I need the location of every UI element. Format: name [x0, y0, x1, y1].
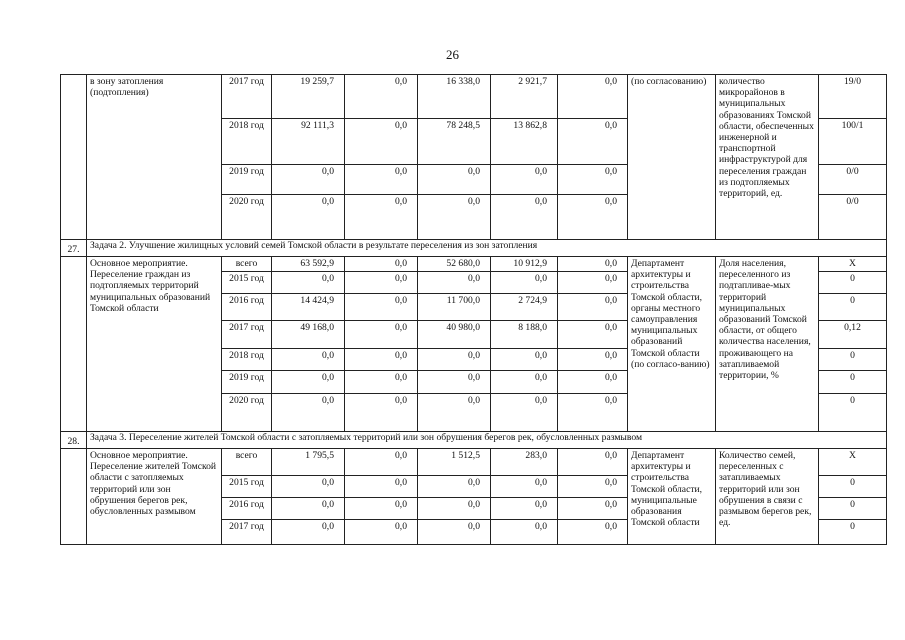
row-number: 27.	[61, 240, 87, 257]
value-regional-cell: 0,0	[418, 498, 491, 520]
row-number-cell	[61, 449, 87, 476]
year-cell: 2020 год	[222, 394, 272, 432]
row-number-cell	[61, 272, 87, 294]
executor-cell: (по согласованию)	[628, 75, 716, 240]
row-number-cell	[61, 394, 87, 432]
year-cell: 2018 год	[222, 349, 272, 371]
value-regional-cell: 40 980,0	[418, 321, 491, 349]
year-cell: 2018 год	[222, 119, 272, 165]
value-regional-cell: 52 680,0	[418, 257, 491, 272]
task-row	[61, 432, 887, 449]
value-other-cell: 0,0	[558, 449, 628, 476]
value-federal-cell: 0,0	[345, 195, 418, 240]
year-cell: 2015 год	[222, 476, 272, 498]
indicator-cell: Доля населения, переселенного из подтапливае-мых территорий муниципальных образований Томской области, от общего количества населения, проживающего на затапливаемой территории, %	[716, 257, 819, 432]
measure-name-cell: в зону затопления (подтопления)	[87, 75, 222, 240]
value-regional-cell: 0,0	[418, 394, 491, 432]
value-local-cell: 0,0	[491, 165, 558, 195]
indicator-value-cell: 100/1	[819, 119, 887, 165]
value-regional-cell: 78 248,5	[418, 119, 491, 165]
value-regional-cell: 16 338,0	[418, 75, 491, 119]
task-title: Задача 2. Улучшение жилищных условий семей Томской области в результате переселения из зон затопления	[87, 240, 887, 257]
indicator-value-cell: 0/0	[819, 195, 887, 240]
value-federal-cell: 0,0	[345, 257, 418, 272]
value-regional-cell: 0,0	[418, 371, 491, 394]
table-row	[61, 257, 887, 272]
indicator-cell: Количество семей, переселенных с затапливаемых территорий или зон обрушения в связи с размывом берегов рек, ед.	[716, 449, 819, 545]
value-local-cell: 0,0	[491, 498, 558, 520]
value-total-cell: 92 111,3	[272, 119, 345, 165]
value-federal-cell: 0,0	[345, 449, 418, 476]
indicator-value-cell: 0	[819, 349, 887, 371]
value-federal-cell: 0,0	[345, 321, 418, 349]
executor-cell: Департамент архитектуры и строительства Томской области, органы местного самоуправления муниципальных образований Томской области (по согласо-ванию)	[628, 257, 716, 432]
value-local-cell: 8 188,0	[491, 321, 558, 349]
indicator-cell: количество микрорайонов в муниципальных образованиях Томской области, обеспеченных инженерной и транспортной инфраструктурой для переселения граждан из подтопляемых территорий, ед.	[716, 75, 819, 240]
value-regional-cell: 0,0	[418, 195, 491, 240]
row-number-cell	[61, 321, 87, 349]
value-other-cell: 0,0	[558, 498, 628, 520]
indicator-value-cell: X	[819, 449, 887, 476]
value-total-cell: 0,0	[272, 520, 345, 545]
value-total-cell: 19 259,7	[272, 75, 345, 119]
value-local-cell: 0,0	[491, 195, 558, 240]
value-local-cell: 0,0	[491, 272, 558, 294]
row-number-cell	[61, 498, 87, 520]
indicator-value-cell: 0	[819, 371, 887, 394]
indicator-value-cell: 19/0	[819, 75, 887, 119]
indicator-value-cell: 0	[819, 498, 887, 520]
indicator-value-cell: 0,12	[819, 321, 887, 349]
row-number: 28.	[61, 432, 87, 449]
value-local-cell: 283,0	[491, 449, 558, 476]
value-total-cell: 0,0	[272, 498, 345, 520]
value-regional-cell: 1 512,5	[418, 449, 491, 476]
indicator-value-cell: 0	[819, 520, 887, 545]
year-cell: 2019 год	[222, 371, 272, 394]
value-federal-cell: 0,0	[345, 165, 418, 195]
value-other-cell: 0,0	[558, 371, 628, 394]
value-local-cell: 10 912,9	[491, 257, 558, 272]
value-other-cell: 0,0	[558, 349, 628, 371]
year-cell: 2016 год	[222, 294, 272, 321]
value-total-cell: 63 592,9	[272, 257, 345, 272]
year-cell: 2017 год	[222, 75, 272, 119]
year-cell: 2017 год	[222, 321, 272, 349]
indicator-value-cell: 0/0	[819, 165, 887, 195]
value-total-cell: 14 424,9	[272, 294, 345, 321]
table-row	[61, 449, 887, 476]
indicator-value-cell: 0	[819, 394, 887, 432]
value-federal-cell: 0,0	[345, 119, 418, 165]
value-other-cell: 0,0	[558, 294, 628, 321]
row-number-cell	[61, 371, 87, 394]
value-regional-cell: 0,0	[418, 165, 491, 195]
value-federal-cell: 0,0	[345, 520, 418, 545]
value-local-cell: 2 921,7	[491, 75, 558, 119]
table-row	[61, 75, 887, 119]
value-local-cell: 0,0	[491, 349, 558, 371]
task-title: Задача 3. Переселение жителей Томской области с затопляемых территорий или зон обрушения берегов рек, обусловленных размывом	[87, 432, 887, 449]
value-federal-cell: 0,0	[345, 272, 418, 294]
value-total-cell: 49 168,0	[272, 321, 345, 349]
indicator-value-cell: 0	[819, 294, 887, 321]
value-other-cell: 0,0	[558, 119, 628, 165]
value-local-cell: 2 724,9	[491, 294, 558, 321]
value-local-cell: 0,0	[491, 476, 558, 498]
value-regional-cell: 11 700,0	[418, 294, 491, 321]
indicator-value-cell: 0	[819, 272, 887, 294]
value-federal-cell: 0,0	[345, 476, 418, 498]
page-number: 26	[446, 47, 459, 62]
year-cell: 2020 год	[222, 195, 272, 240]
value-total-cell: 0,0	[272, 394, 345, 432]
measure-name-cell: Основное мероприятие. Переселение граждан из подтопляемых территорий муниципальных образований Томской области	[87, 257, 222, 432]
value-federal-cell: 0,0	[345, 294, 418, 321]
row-number-cell	[61, 349, 87, 371]
value-regional-cell: 0,0	[418, 349, 491, 371]
row-number-cell	[61, 257, 87, 272]
value-other-cell: 0,0	[558, 272, 628, 294]
value-total-cell: 0,0	[272, 476, 345, 498]
year-cell: всего	[222, 449, 272, 476]
year-cell: 2015 год	[222, 272, 272, 294]
value-regional-cell: 0,0	[418, 272, 491, 294]
year-cell: всего	[222, 257, 272, 272]
value-total-cell: 0,0	[272, 272, 345, 294]
value-other-cell: 0,0	[558, 75, 628, 119]
value-local-cell: 0,0	[491, 394, 558, 432]
value-other-cell: 0,0	[558, 520, 628, 545]
indicator-value-cell: 0	[819, 476, 887, 498]
value-other-cell: 0,0	[558, 321, 628, 349]
measure-name-cell: Основное мероприятие. Переселение жителей Томской области с затопляемых территорий или зон обрушения берегов рек, обусловленных размывом	[87, 449, 222, 545]
value-federal-cell: 0,0	[345, 394, 418, 432]
row-number-cell	[61, 520, 87, 545]
value-other-cell: 0,0	[558, 394, 628, 432]
value-total-cell: 0,0	[272, 349, 345, 371]
value-local-cell: 0,0	[491, 371, 558, 394]
value-federal-cell: 0,0	[345, 498, 418, 520]
value-total-cell: 0,0	[272, 371, 345, 394]
value-other-cell: 0,0	[558, 476, 628, 498]
value-regional-cell: 0,0	[418, 520, 491, 545]
year-cell: 2017 год	[222, 520, 272, 545]
value-other-cell: 0,0	[558, 257, 628, 272]
value-total-cell: 0,0	[272, 195, 345, 240]
value-other-cell: 0,0	[558, 165, 628, 195]
value-total-cell: 1 795,5	[272, 449, 345, 476]
year-cell: 2016 год	[222, 498, 272, 520]
program-table	[60, 74, 887, 545]
value-local-cell: 13 862,8	[491, 119, 558, 165]
task-row	[61, 240, 887, 257]
value-other-cell: 0,0	[558, 195, 628, 240]
row-number-cell	[61, 75, 87, 240]
value-regional-cell: 0,0	[418, 476, 491, 498]
row-number-cell	[61, 476, 87, 498]
value-total-cell: 0,0	[272, 165, 345, 195]
value-federal-cell: 0,0	[345, 75, 418, 119]
year-cell: 2019 год	[222, 165, 272, 195]
indicator-value-cell: X	[819, 257, 887, 272]
value-federal-cell: 0,0	[345, 371, 418, 394]
executor-cell: Департамент архитектуры и строительства Томской области, муниципальные образования Томской области	[628, 449, 716, 545]
row-number-cell	[61, 294, 87, 321]
value-local-cell: 0,0	[491, 520, 558, 545]
value-federal-cell: 0,0	[345, 349, 418, 371]
